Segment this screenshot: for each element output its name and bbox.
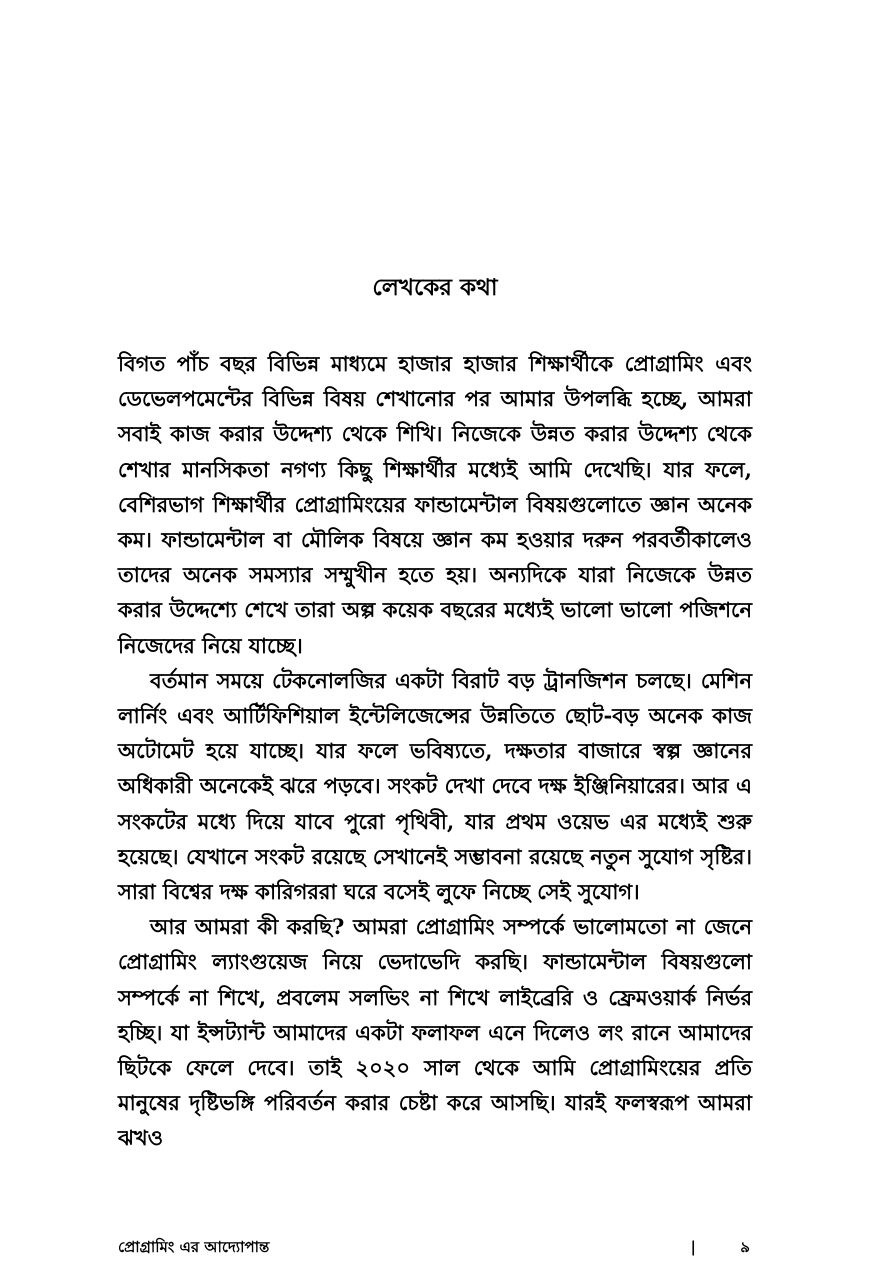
page-number: ৯ [740, 1238, 750, 1256]
paragraph-1: বিগত পাঁচ বছর বিভিন্ন মাধ্যমে হাজার হাজার শিক্ষার্থীকে প্রোগ্রামিং এবং ডেভেলপমেন্টের বিভিন্ন বিষয় শেখানোর পর আমার উপলব্ধি হচ্ছে, আমরা সবাই কাজ করার উদ্দেশ্য থেকে শিখি। নিজেকে উন্নত করার উদ্দেশ্য থেকে শেখার মানসিকতা নগণ্য কিছু শিক্ষার্থীর মধ্যেই আমি দেখেছি। যার ফলে, বেশিরভাগ শিক্ষার্থীর প্রোগ্রামিংয়ের ফান্ডামেন্টাল বিষয়গুলোতে জ্ঞান অনেক কম। ফান্ডামেন্টাল বা মৌলিক বিষয়ে জ্ঞান কম হওয়ার দরুন পরবর্তীকালেও তাদের অনেক সমস্যার সম্মুখীন হতে হয়। অন্যদিকে যারা নিজেকে উন্নত করার উদ্দেশ্যে শেখে তারা অল্প কয়েক বছরের মধ্যেই ভালো ভালো পজিশনে নিজেদের নিয়ে যাচ্ছে। [118, 351, 752, 658]
paragraph-2: বর্তমান সময়ে টেকনোলজির একটা বিরাট বড় ট্রানজিশন চলছে। মেশিন লার্নিং এবং আর্টিফিশিয়াল ইন্টেলিজেন্সের উন্নতিতে ছোট-বড় অনেক কাজ অটোমেট হয়ে যাচ্ছে। যার ফলে ভবিষ্যতে, দক্ষতার বাজারে স্বল্প জ্ঞানের অধিকারী অনেকেই ঝরে পড়বে। সংকট দেখা দেবে দক্ষ ইঞ্জিনিয়ারের। আর এ সংকটের মধ্যে দিয়ে যাবে পুরো পৃথিবী, যার প্রথম ওয়েভ এর মধ্যেই শুরু হয়েছে। যেখানে সংকট রয়েছে সেখানেই সম্ভাবনা রয়েছে নতুন সুযোগ সৃষ্টির। সারা বিশ্বের দক্ষ কারিগররা ঘরে বসেই লুফে নিচ্ছে সেই সুযোগ। [118, 667, 752, 905]
footer-separator: | [690, 1238, 696, 1256]
chapter-title: লেখকের কথা [372, 274, 498, 301]
paragraph-3: আর আমরা কী করছি? আমরা প্রোগ্রামিং সম্পর্কে ভালোমতো না জেনে প্রোগ্রামিং ল্যাংগুয়েজ নিয়ে ভেদাভেদি করছি। ফান্ডামেন্টাল বিষয়গুলো সম্পর্কে না শিখে, প্রবলেম সলভিং না শিখে লাইব্রেরি ও ফ্রেমওয়ার্ক নির্ভর হচ্ছি। যা ইন্সট্যান্ট আমাদের একটা ফলাফল এনে দিলেও লং রানে আমাদের ছিটকে ফেলে দেবে। তাই ২০২০ সাল থেকে আমি প্রোগ্রামিংয়ের প্রতি মানুষের দৃষ্টিভঙ্গি পরিবর্তন করার চেষ্টা করে আসছি। যারই ফলস্বরূপ আমরা ঝখও [118, 914, 752, 1151]
page-footer [118, 1235, 752, 1259]
footer-book-title: প্রোগ্রামিং এর আদ্যোপান্ত [118, 1238, 270, 1256]
body-text [118, 346, 752, 1156]
